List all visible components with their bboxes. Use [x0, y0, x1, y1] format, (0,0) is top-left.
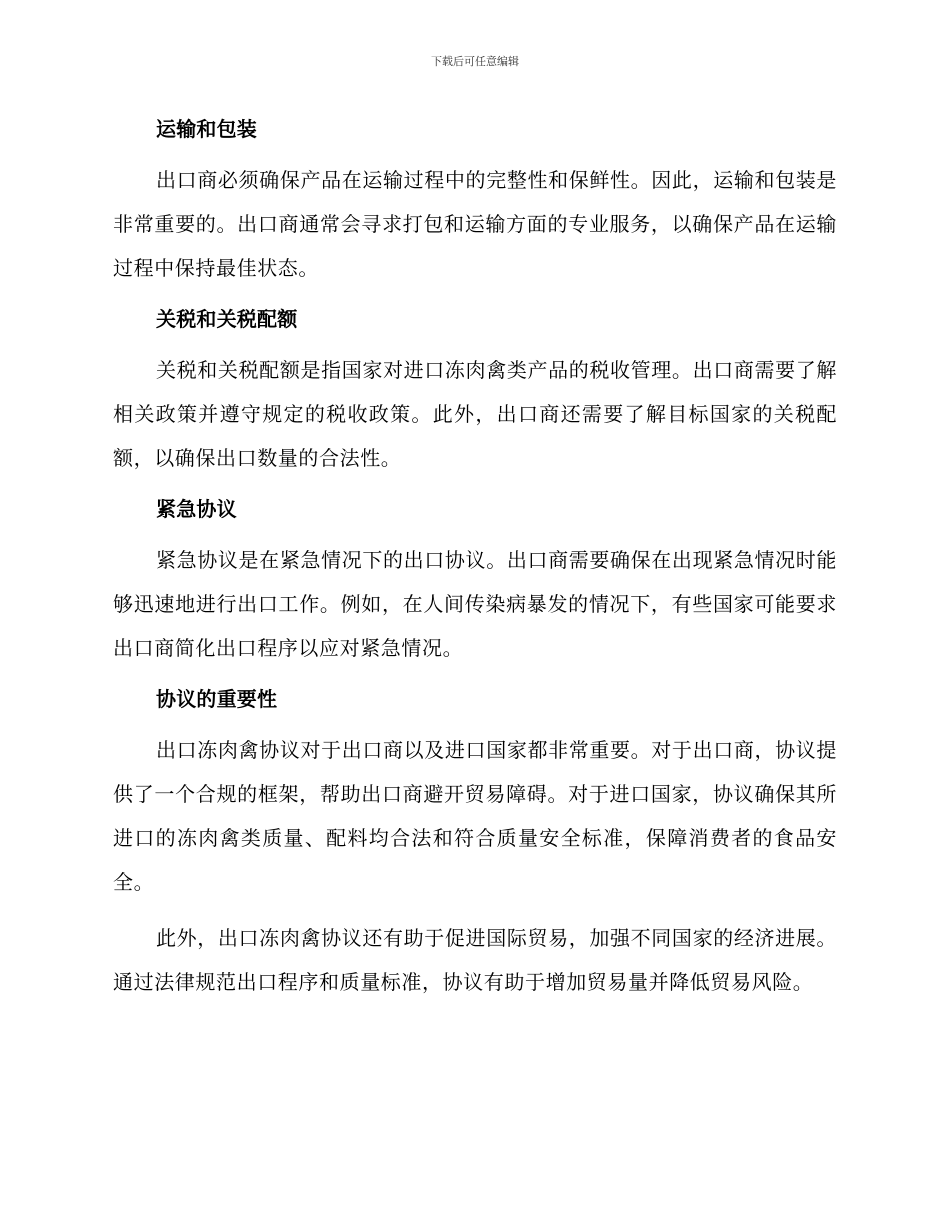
section-heading-emergency: 紧急协议 — [156, 497, 237, 521]
section-heading-transport: 运输和包装 — [156, 117, 257, 141]
closing-paragraph: 此外，出口冻肉禽协议还有助于促进国际贸易，加强不同国家的经济进展。通过法律规范出口程序和质量标准，协议有助于增加贸易量并降低贸易风险。 — [113, 926, 837, 994]
document-body — [113, 112, 837, 1016]
section-paragraph-emergency: 紧急协议是在紧急情况下的出口协议。出口商需要确保在出现紧急情况时能够迅速地进行出口工作。例如，在人间传染病暴发的情况下，有些国家可能要求出口商简化出口程序以应对紧急情况。 — [113, 548, 837, 660]
section-paragraph-transport: 出口商必须确保产品在运输过程中的完整性和保鲜性。因此，运输和包装是非常重要的。出口商通常会寻求打包和运输方面的专业服务，以确保产品在运输过程中保持最佳状态。 — [113, 168, 837, 280]
section-heading-tariffs: 关税和关税配额 — [156, 307, 298, 331]
section-paragraph-importance: 出口冻肉禽协议对于出口商以及进口国家都非常重要。对于出口商，协议提供了一个合规的框架，帮助出口商避开贸易障碍。对于进口国家，协议确保其所进口的冻肉禽类质量、配料均合法和符合质量安全标准，保障消费者的食品安全。 — [113, 738, 837, 894]
page-header: 下载后可任意编辑 — [431, 55, 519, 68]
section-heading-importance: 协议的重要性 — [156, 687, 278, 711]
section-paragraph-tariffs: 关税和关税配额是指国家对进口冻肉禽类产品的税收管理。出口商需要了解相关政策并遵守规定的税收政策。此外，出口商还需要了解目标国家的关税配额，以确保出口数量的合法性。 — [113, 358, 837, 470]
